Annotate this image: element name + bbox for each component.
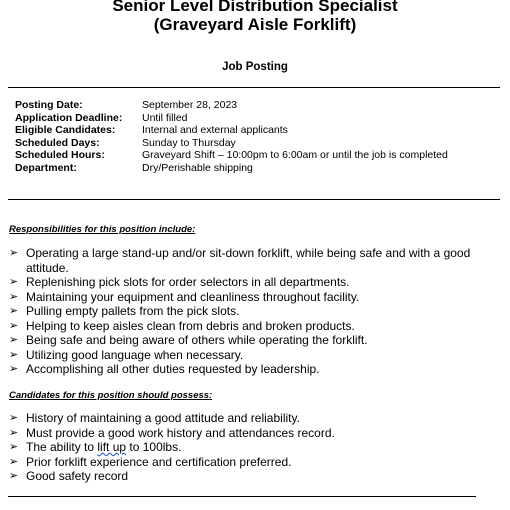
detail-value: Dry/Perishable shipping [142, 161, 253, 174]
list-item: ➢ Must provide a good work history and attendances record. [9, 425, 335, 440]
bullet-arrow-icon: ➢ [9, 348, 19, 361]
list-item: ➢ Accomplishing all other duties requested by leadership. [9, 362, 320, 376]
divider-top [8, 87, 500, 88]
posting-subtitle: Job Posting [222, 61, 288, 73]
detail-value: Graveyard Shift – 10:00pm to 6:00am or until the job is completed [142, 149, 448, 162]
bullet-arrow-icon: ➢ [9, 319, 19, 332]
bullet-arrow-icon: ➢ [9, 276, 19, 288]
qualifications-heading: Candidates for this position should possess: [9, 390, 213, 401]
posting-title-line1: Senior Level Distribution Specialist [112, 0, 398, 15]
bullet-arrow-icon: ➢ [9, 441, 19, 453]
detail-label: Scheduled Days: [15, 136, 100, 149]
posting-details [15, 99, 448, 175]
posting-title-line2: (Graveyard Aisle Forklift) [153, 15, 357, 34]
bullet-arrow-icon: ➢ [9, 455, 19, 468]
bullet-arrow-icon: ➢ [9, 426, 19, 439]
list-item: ➢ Utilizing good language when necessary. [9, 347, 244, 362]
detail-label: Posting Date: [15, 99, 83, 111]
ability-prefix: The ability to [26, 440, 98, 454]
detail-value: Until filled [142, 111, 188, 124]
bullet-arrow-icon: ➢ [9, 412, 19, 424]
qualifications-list [9, 411, 504, 484]
bullet-arrow-icon: ➢ [9, 305, 19, 317]
bullet-arrow-icon: ➢ [9, 334, 19, 346]
detail-value: Sunday to Thursday [142, 136, 236, 149]
list-item: ➢ Prior forklift experience and certification preferred. [9, 454, 292, 469]
detail-row-application-deadline [15, 112, 448, 125]
bullet-arrow-icon: ➢ [9, 247, 19, 259]
list-item [9, 440, 504, 455]
detail-row-eligible-candidates [15, 124, 448, 137]
list-item: ➢ Replenishing pick slots for order selectors in all departments. [9, 275, 350, 289]
list-item: ➢ Helping to keep aisles clean from debris and broken products. [9, 318, 355, 333]
detail-row-department [15, 162, 448, 175]
detail-label: Eligible Candidates: [15, 124, 116, 137]
list-item: ➢ Maintaining your equipment and cleanliness throughout facility. [9, 289, 360, 304]
spellcheck-flagged-word[interactable]: lift up [97, 440, 127, 454]
responsibilities-list [9, 246, 504, 377]
detail-label: Scheduled Hours: [15, 149, 105, 162]
detail-row-posting-date [15, 99, 448, 112]
list-item: ➢ Pulling empty pallets from the pick slots. [9, 304, 240, 318]
detail-value: September 28, 2023 [142, 99, 238, 111]
bullet-arrow-icon: ➢ [9, 470, 19, 482]
divider-bottom [8, 496, 476, 497]
responsibilities-heading: Responsibilities for this position include: [9, 224, 196, 235]
list-item: ➢ History of maintaining a good attitude and reliability. [9, 411, 300, 425]
detail-row-scheduled-days [15, 137, 448, 150]
list-item: ➢ Operating a large stand-up and/or sit-down forklift, while being safe and with a good attitude. [9, 246, 471, 275]
detail-row-scheduled-hours [15, 149, 448, 162]
list-item: ➢ Good safety record [9, 469, 129, 483]
bullet-arrow-icon: ➢ [9, 363, 19, 375]
detail-value: Internal and external applicants [142, 124, 288, 137]
bullet-arrow-icon: ➢ [9, 290, 19, 303]
list-item: ➢ Being safe and being aware of others while operating the forklift. [9, 333, 368, 347]
divider-middle [8, 199, 500, 200]
detail-label: Application Deadline: [15, 111, 123, 124]
detail-label: Department: [15, 161, 77, 174]
ability-suffix: to 100lbs. [126, 440, 182, 454]
